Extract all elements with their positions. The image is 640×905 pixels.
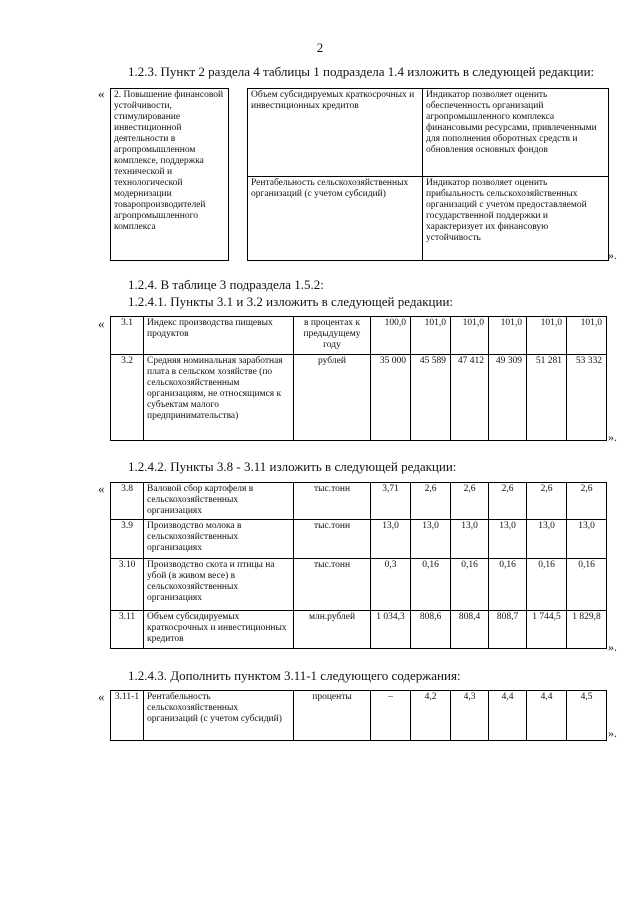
value-cell: 1 744,5	[527, 611, 567, 649]
quote-close-2: ».	[608, 430, 617, 444]
value-cell: 13,0	[567, 520, 607, 559]
row-name: Производство скота и птицы на убой (в живом весе) в сельскохозяйственных организациях	[144, 559, 294, 611]
value-cell: 49 309	[489, 355, 527, 441]
row-unit: в процентах к предыдущему году	[294, 317, 371, 355]
value-cell: 53 332	[567, 355, 607, 441]
row-unit: проценты	[294, 691, 371, 741]
row-unit: тыс.тонн	[294, 483, 371, 520]
value-cell: 0,16	[451, 559, 489, 611]
value-cell: –	[371, 691, 411, 741]
value-cell: 4,3	[451, 691, 489, 741]
value-cell: 4,2	[411, 691, 451, 741]
table-row	[111, 559, 607, 611]
value-cell: 13,0	[451, 520, 489, 559]
row-number: 3.1	[111, 317, 144, 355]
row-name: Объем субсидируемых краткосрочных и инвестиционных кредитов	[144, 611, 294, 649]
quote-close-1: ».	[608, 248, 617, 262]
indicator-row-1	[111, 89, 609, 177]
indicator-name: Объем субсидируемых краткосрочных и инвестиционных кредитов	[248, 89, 423, 177]
section-123-heading: 1.2.3. Пункт 2 раздела 4 таблицы 1 подраздела 1.4 изложить в следующей редакции:	[128, 64, 595, 79]
row-number: 3.11-1	[111, 691, 144, 741]
value-cell: 0,16	[567, 559, 607, 611]
value-cell: 45 589	[411, 355, 451, 441]
quote-open-3: «	[98, 481, 105, 496]
row-number: 3.10	[111, 559, 144, 611]
value-cell: 13,0	[371, 520, 411, 559]
value-cell: 2,6	[451, 483, 489, 520]
value-cell: 1 829,8	[567, 611, 607, 649]
value-cell: 0,16	[527, 559, 567, 611]
value-cell: 2,6	[411, 483, 451, 520]
quote-close-3: ».	[608, 640, 617, 654]
quote-open-2: «	[98, 316, 105, 331]
row-unit: рублей	[294, 355, 371, 441]
row-name: Производство молока в сельскохозяйственных организациях	[144, 520, 294, 559]
table-row	[111, 611, 607, 649]
row-unit: тыс.тонн	[294, 520, 371, 559]
value-cell: 100,0	[371, 317, 411, 355]
section-124-heading: 1.2.4. В таблице 3 подраздела 1.5.2:	[128, 277, 324, 292]
row-number: 3.8	[111, 483, 144, 520]
table-3-8-3-11	[110, 482, 607, 649]
value-cell: 2,6	[489, 483, 527, 520]
table-row	[111, 691, 607, 741]
value-cell: 101,0	[411, 317, 451, 355]
section-1243-heading: 1.2.4.3. Дополнить пунктом 3.11-1 следующего содержания:	[128, 668, 461, 683]
value-cell: 101,0	[567, 317, 607, 355]
spacer-cell	[229, 89, 248, 261]
table-row	[111, 317, 607, 355]
row-number: 3.9	[111, 520, 144, 559]
value-cell: 13,0	[527, 520, 567, 559]
quote-open-1: «	[98, 86, 105, 101]
table-3-1	[110, 316, 607, 441]
row-unit: млн.рублей	[294, 611, 371, 649]
row-number: 3.11	[111, 611, 144, 649]
value-cell: 4,5	[567, 691, 607, 741]
value-cell: 0,16	[411, 559, 451, 611]
value-cell: 808,4	[451, 611, 489, 649]
value-cell: 101,0	[527, 317, 567, 355]
value-cell: 4,4	[527, 691, 567, 741]
value-cell: 35 000	[371, 355, 411, 441]
row-name: Валовой сбор картофеля в сельскохозяйственных организациях	[144, 483, 294, 520]
row-number: 3.2	[111, 355, 144, 441]
row-name: Индекс производства пищевых продуктов	[144, 317, 294, 355]
quote-open-4: «	[98, 689, 105, 704]
page-number: 2	[316, 40, 324, 55]
quote-close-4: ».	[608, 726, 617, 740]
indicator-description: Индикатор позволяет оценить обеспеченность организаций агропромышленного комплекса финансовыми ресурсами, привлеченными для пополнения оборотных средств и обновления основных фондов	[423, 89, 609, 177]
value-cell: 13,0	[411, 520, 451, 559]
table-row	[111, 483, 607, 520]
value-cell: 808,6	[411, 611, 451, 649]
section-1242-heading: 1.2.4.2. Пункты 3.8 - 3.11 изложить в следующей редакции:	[128, 459, 457, 474]
value-cell: 0,3	[371, 559, 411, 611]
value-cell: 51 281	[527, 355, 567, 441]
value-cell: 4,4	[489, 691, 527, 741]
section-1241-heading: 1.2.4.1. Пункты 3.1 и 3.2 изложить в следующей редакции:	[128, 294, 454, 309]
value-cell: 1 034,3	[371, 611, 411, 649]
value-cell: 101,0	[451, 317, 489, 355]
indicator-name: Рентабельность сельскохозяйственных организаций (с учетом субсидий)	[248, 177, 423, 261]
row-name: Рентабельность сельскохозяйственных организаций (с учетом субсидий)	[144, 691, 294, 741]
value-cell: 808,7	[489, 611, 527, 649]
table-row	[111, 355, 607, 441]
value-cell: 47 412	[451, 355, 489, 441]
indicators-table	[110, 88, 609, 261]
row-name: Средняя номинальная заработная плата в сельском хозяйстве (по сельскохозяйственным организациям, не относящимся к субъектам малого предпринимательства)	[144, 355, 294, 441]
value-cell: 2,6	[527, 483, 567, 520]
table-row	[111, 520, 607, 559]
value-cell: 101,0	[489, 317, 527, 355]
value-cell: 0,16	[489, 559, 527, 611]
indicator-description: Индикатор позволяет оценить прибыльность сельскохозяйственных организаций с учетом предоставляемой государственной поддержки и характеризует их финансовую устойчивость	[423, 177, 609, 261]
value-cell: 13,0	[489, 520, 527, 559]
value-cell: 2,6	[567, 483, 607, 520]
table-3-11-1	[110, 690, 607, 741]
row-unit: тыс.тонн	[294, 559, 371, 611]
value-cell: 3,71	[371, 483, 411, 520]
goal-cell: 2. Повышение финансовой устойчивости, стимулирование инвестиционной деятельности в агропромышленном комплексе, поддержка технической и технологической модернизации товаропроизводителей агропромышленного комплекса	[111, 89, 229, 261]
